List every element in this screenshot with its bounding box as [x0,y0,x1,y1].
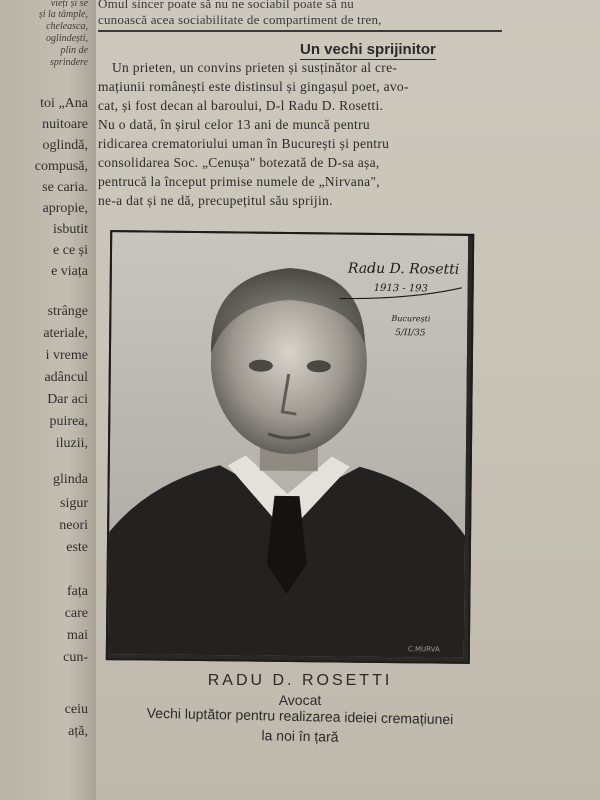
left-fragment: ateriale, [43,326,88,341]
left-fragment: e ce și [53,243,88,258]
left-fragment: nuitoare [42,117,88,132]
caption-role: Avocat [278,692,322,708]
left-fragment: vieți și se [50,0,88,9]
article-line: Nu o dată, în șirul celor 13 ani de muncă pentru [98,117,370,132]
left-fragment: strânge [47,304,88,319]
portrait-image [108,232,468,658]
left-fragment: este [66,540,88,555]
article-title: Un vechi sprijinitor [300,41,436,58]
left-fragment: oglindești, [46,33,88,44]
article-line: Un prieten, un convins prieten și susținător al cre- [112,60,398,75]
left-fragment: isbutit [52,222,88,237]
left-fragment: i vreme [45,348,88,363]
left-fragment: și la tâmple, [38,9,88,20]
left-fragment: e viața [51,264,88,279]
left-fragment: adâncul [44,370,88,385]
left-fragment: fața [67,584,88,599]
left-fragment: Dar aci [47,392,88,407]
caption-description: la noi în țară [261,727,339,745]
dedication-date: 5/II/35 [395,328,426,339]
signature-years: 1913 - 193_ [373,282,434,295]
article-line: ridicarea crematoriului uman în București și pentru [98,136,390,151]
left-fragment: se caria. [42,180,88,195]
signature-text: Radu D. Rosetti [347,260,460,278]
left-fragment: ață, [68,724,88,739]
left-fragment: sprindere [50,57,88,68]
dedication-place: București [391,314,431,324]
left-fragment: care [64,606,88,621]
article-line: cat, și fost decan al baroului, D-l Radu D. Rosetti. [98,98,384,113]
caption-name: RADU D. ROSETTI [207,672,393,689]
caption-description: Vechi luptător pentru realizarea ideiei cremațiunei [146,704,454,728]
article-line: ne-a dat și ne dă, precupețitul său sprijin. [98,193,333,208]
left-fragment: compusă, [34,159,88,174]
left-fragment: cheleasca, [46,21,88,32]
left-fragment: iluzii, [55,436,88,451]
left-fragment: toi „Ana [40,96,88,111]
article-line: consolidarea Soc. „Cenușa" botezată de D-sa așa, [98,155,380,170]
left-fragment: neori [59,518,88,533]
left-fragment: apropie, [42,201,88,216]
left-fragment: plin de [60,45,88,56]
photographer-credit: C.MURVA [407,645,440,654]
top-text-line: cunoască acea sociabilitate de compartiment de tren, [98,12,382,27]
left-fragment: cun- [63,650,88,665]
article-line: mațiunii românești este distinsul și gingașul poet, avo- [98,79,409,94]
left-fragment: ceiu [64,702,88,717]
article-line: pentrucă la început primise numele de „Nirvana", [98,174,380,189]
left-fragment: sigur [60,496,88,511]
left-fragment: oglindă, [42,138,88,153]
top-text-line: Omul sincer poate să nu ne sociabil poate să nu [98,0,354,11]
portrait-photo [106,230,474,664]
left-fragment: mai [67,628,88,643]
left-fragment: puirea, [49,414,88,429]
article-paragraph [98,58,518,210]
left-fragment: glinda [53,472,88,487]
section-divider [98,30,502,32]
